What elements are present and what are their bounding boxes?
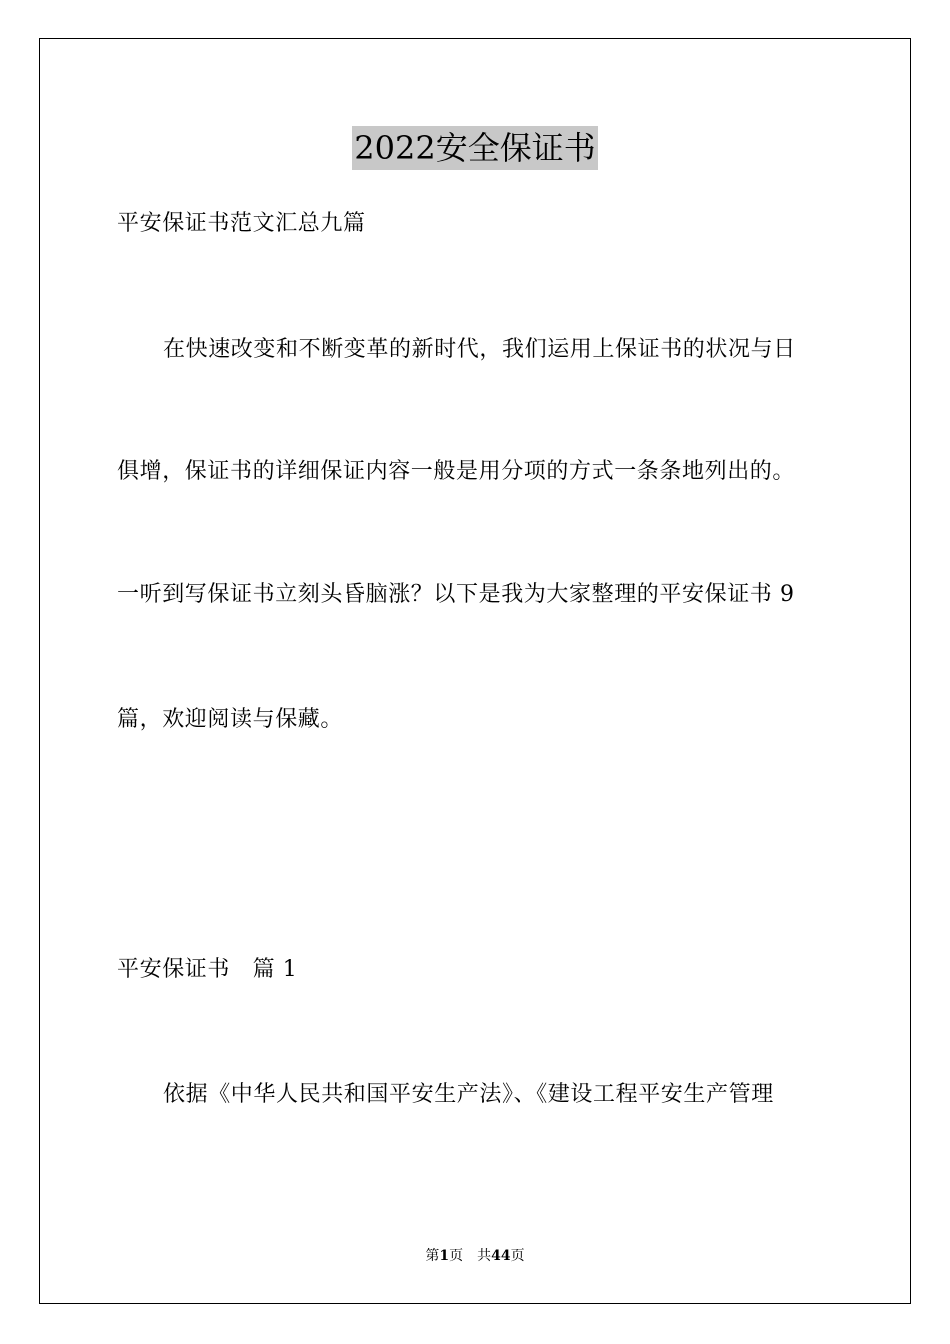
section-heading: 平安保证书 篇 1 xyxy=(117,957,298,982)
document-title: 2022安全保证书 xyxy=(352,126,597,170)
footer-page-prefix: 第 xyxy=(425,1248,440,1264)
section-first-line: 依据《中华人民共和国平安生产法》、《建设工程平安生产管理 xyxy=(163,1082,774,1107)
title-container xyxy=(0,126,950,170)
page-footer xyxy=(0,1247,950,1265)
footer-page-number: 1 xyxy=(439,1248,450,1264)
intro-line-3: 一听到写保证书立刻头昏脑涨？以下是我为大家整理的平安保证书 9 xyxy=(117,582,795,607)
intro-line-1: 在快速改变和不断变革的新时代，我们运用上保证书的状况与日 xyxy=(163,337,796,362)
intro-line-4: 篇，欢迎阅读与保藏。 xyxy=(117,707,344,732)
intro-line-2: 俱增，保证书的详细保证内容一般是用分项的方式一条条地列出的。 xyxy=(117,459,796,484)
footer-page-suffix: 页 共 xyxy=(449,1248,492,1264)
footer-total-suffix: 页 xyxy=(510,1248,525,1264)
document-subtitle: 平安保证书范文汇总九篇 xyxy=(117,211,366,236)
footer-total-pages: 44 xyxy=(491,1248,511,1264)
